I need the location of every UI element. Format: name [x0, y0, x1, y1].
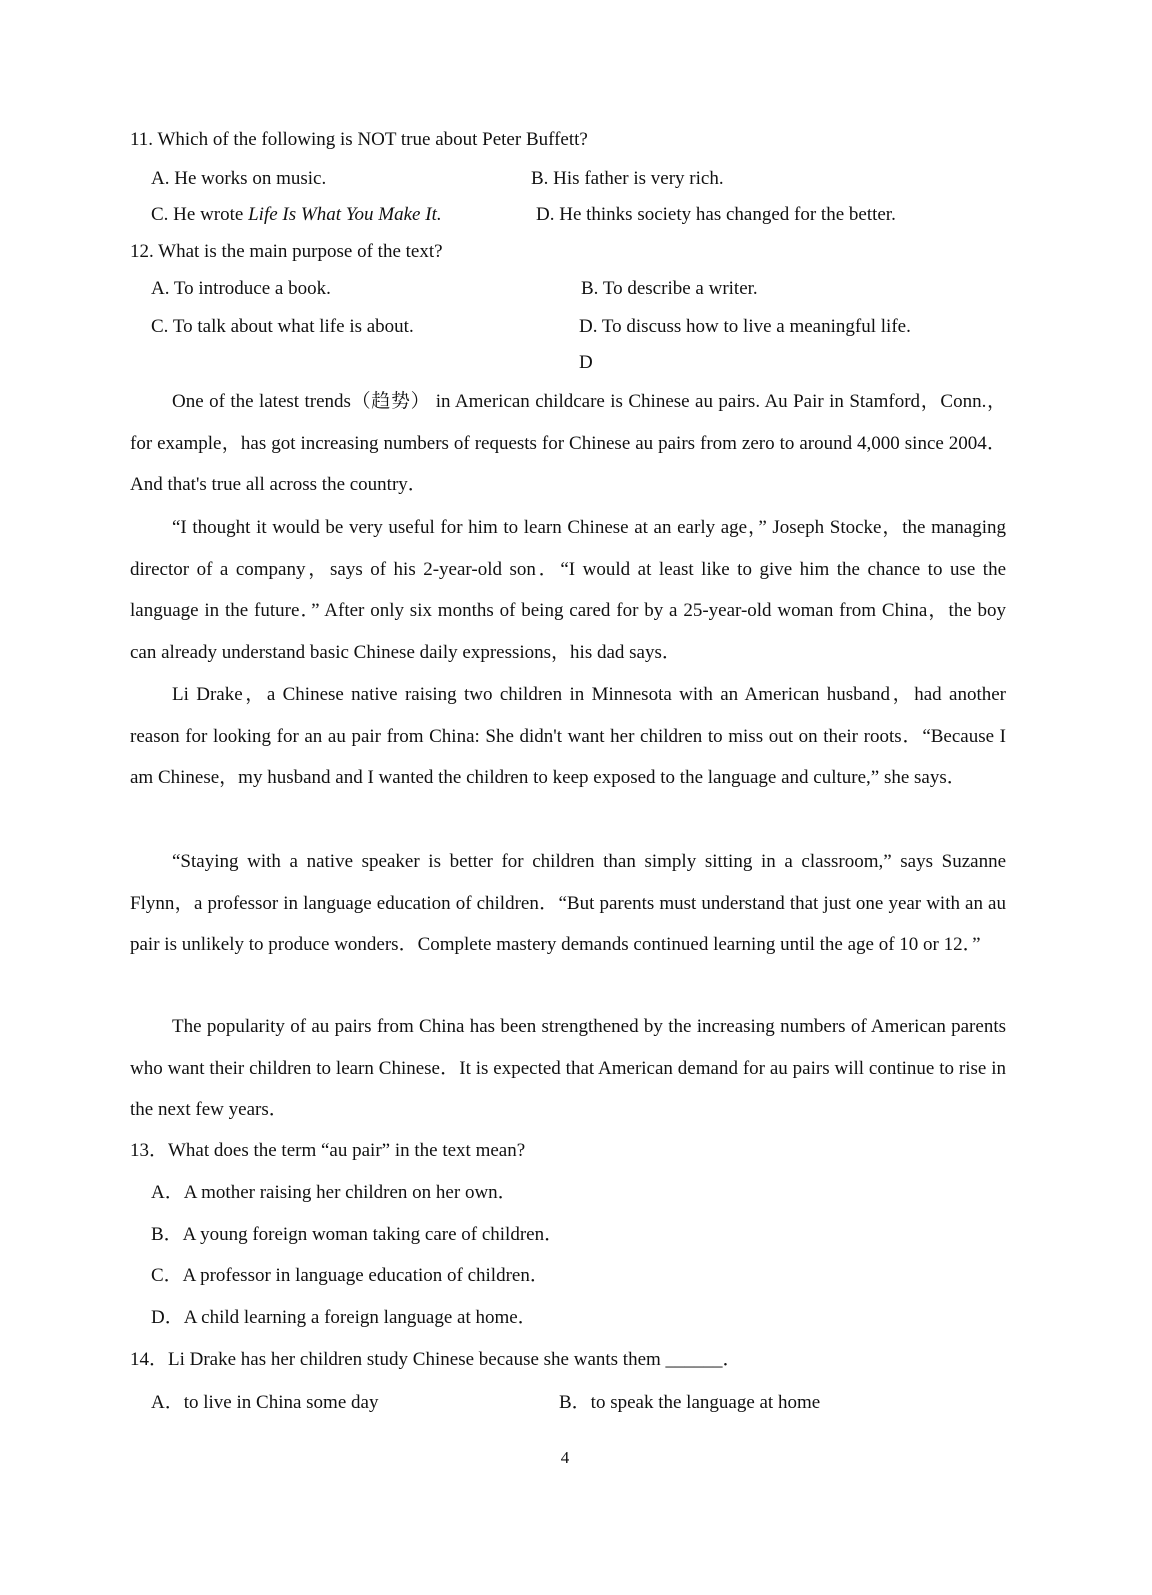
question-12-option-a: A. To introduce a book. — [151, 278, 331, 299]
passage-paragraph-2-text: “I thought it would be very useful for him to learn Chinese at an early age，” Joseph Stocke，the managing director of a company，says of his 2-year-old son．“I would at least like to give him the chance to use the language in the future．” After only six months of being cared for by a 25-year-old woman from China，the boy can already understand basic Chinese daily expressions，his dad says． — [130, 517, 1006, 663]
passage-paragraph-5-text: The popularity of au pairs from China has been strengthened by the increasing numbers of American parents who want their children to learn Chinese．It is expected that American demand for au pairs will continue to rise in the next few years． — [130, 1016, 1006, 1120]
question-12-stem: 12. What is the main purpose of the text? — [130, 241, 443, 262]
question-11-option-d: D. He thinks society has changed for the better. — [536, 204, 896, 225]
question-14-option-b: B．to speak the language at home — [559, 1392, 821, 1413]
question-11-option-c-text: C. He wrote — [151, 204, 249, 225]
question-13-stem: 13．What does the term “au pair” in the text mean? — [130, 1140, 526, 1161]
question-13-option-c: C．A professor in language education of children． — [151, 1265, 549, 1286]
passage-paragraph-4 — [130, 841, 1006, 966]
passage-paragraph-4-text: “Staying with a native speaker is better for children than simply sitting in a classroom,” says Suzanne Flynn，a professor in language education of children．“But parents must understand that just one year with an au pair is unlikely to produce wonders．Complete mastery demands continued learning until the age of 10 or 12．” — [130, 851, 1006, 955]
question-11-option-b: B. His father is very rich. — [531, 168, 724, 189]
question-11-option-a: A. He works on music. — [151, 168, 327, 189]
passage-paragraph-1 — [130, 381, 1006, 506]
question-11-stem: 11. Which of the following is NOT true about Peter Buffett? — [130, 129, 588, 150]
page-number: 4 — [560, 1448, 570, 1467]
question-14-option-a: A．to live in China some day — [151, 1392, 379, 1413]
question-13-option-b: B．A young foreign woman taking care of children． — [151, 1224, 564, 1245]
question-12-option-b: B. To describe a writer. — [581, 278, 758, 299]
passage-paragraph-3-text: Li Drake，a Chinese native raising two children in Minnesota with an American husband，had another reason for looking for an au pair from China: She didn't want her children to miss out on their roots．“Because I am Chinese，my husband and I wanted the children to keep exposed to the language and culture,” she says． — [130, 684, 1006, 788]
question-12-option-d: D. To discuss how to live a meaningful life. — [579, 316, 911, 337]
question-13-option-a: A．A mother raising her children on her own． — [151, 1182, 517, 1203]
question-13-option-d: D．A child learning a foreign language at home． — [151, 1307, 537, 1328]
passage-paragraph-3 — [130, 674, 1006, 799]
passage-paragraph-2 — [130, 507, 1006, 673]
section-heading: D — [579, 352, 593, 373]
question-14-stem: 14．Li Drake has her children study Chinese because she wants them ______． — [130, 1349, 742, 1370]
book-title: Life Is What You Make It. — [248, 204, 442, 225]
question-11-option-c — [151, 203, 442, 227]
question-12-option-c: C. To talk about what life is about. — [151, 316, 414, 337]
passage-paragraph-1-text: One of the latest trends（趋势） in American childcare is Chinese au pairs. Au Pair in Stamford，Conn.，for example，has got increasing numbers of requests for Chinese au pairs from zero to around 4,000 since 2004．And that's true all across the country． — [130, 391, 1006, 495]
passage-paragraph-5 — [130, 1006, 1006, 1131]
